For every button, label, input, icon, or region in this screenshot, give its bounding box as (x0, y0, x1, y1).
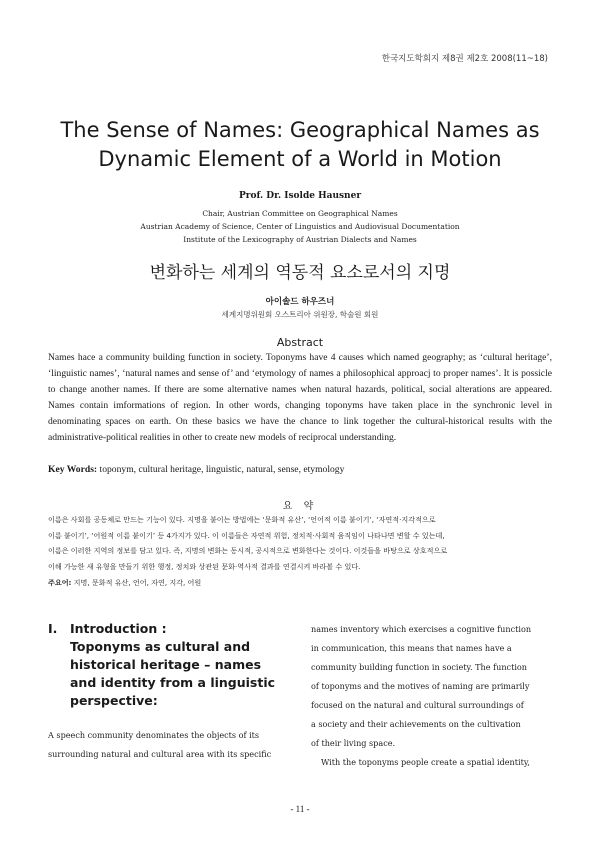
affiliation-line: Institute of the Lexicography of Austrian Dialects and Names (183, 235, 417, 244)
affiliation-line: Austrian Academy of Science, Center of Linguistics and Audiovisual Documentation (140, 222, 460, 231)
korean-abstract-line: 이름 붙이기’, ‘어원적 이름 붙이기’ 등 4가지가 있다. 이 이름들은 자연적 위험, 정치적·사회적 움직임이 나타나면 변할 수 있는데, (48, 530, 445, 540)
journal-header: 한국지도학회지 제8권 제2호 2008(11~18) (381, 54, 548, 64)
page-number: - 11 - (290, 804, 310, 814)
body-line: community building function in society. The function (311, 662, 527, 672)
keywords (48, 462, 552, 478)
abstract-heading: Abstract (276, 336, 324, 349)
section-heading-line: Introduction : (70, 621, 167, 636)
abstract-body: Names hace a community building function in society. Toponyms have 4 causes which named geography; as ‘cultural heritage’, ‘linguistic names’, ‘natural names and sense of’ and ‘etymology of names a philosophical approacj to proper names’. It is possicle to change another names. If there are some alternative names when natural hazards, political, social alterations are appeared. Names contain imformations of region. In other words, changing toponyms have taken place in the synchronic level in denominating spaces on earth. On these basics we have the chance to link together the cultural-historical results with the administrative-political realities in other to create new models of reciprocal understanding. (48, 352, 552, 443)
next-paragraph (311, 753, 555, 772)
korean-keywords-label: 주요어: (48, 578, 72, 587)
body-line: surrounding natural and cultural area with its specific (48, 749, 272, 759)
korean-abstract-body (48, 512, 552, 574)
body-line: in communication, this means that names have a (311, 643, 512, 653)
body-line: of toponyms and the motives of naming are primarily (311, 681, 530, 691)
korean-keywords (48, 575, 552, 591)
affiliation-line: Chair, Austrian Committee on Geographical Names (202, 209, 398, 218)
body-line: a society and their achievements on the cultivation (311, 719, 521, 729)
section-heading-line: Toponyms as cultural and (70, 639, 251, 654)
body-line: A speech community denominates the objects of its (48, 730, 260, 740)
intro-paragraph-continued (311, 620, 555, 753)
author-affiliations (0, 207, 600, 246)
korean-abstract-heading: 요 약 (282, 501, 318, 512)
author-name: Prof. Dr. Isolde Hausner (238, 191, 362, 201)
left-column (48, 620, 294, 764)
title-line-2: Dynamic Element of a World in Motion (98, 147, 502, 171)
title-line-1: The Sense of Names: Geographical Names as (60, 118, 540, 142)
keywords-label: Key Words: (48, 464, 98, 475)
right-column (311, 620, 555, 772)
keywords-text: toponym, cultural heritage, linguistic, natural, sense, etymology (99, 464, 345, 475)
korean-author-name: 아이솔드 하우즈너 (265, 297, 335, 307)
korean-abstract-line: 이해 가능한 새 유형을 만들기 위한 행정, 정치와 상관된 문화·역사적 결과를 연결시켜 바라볼 수 있다. (48, 561, 361, 571)
intro-paragraph-start (48, 726, 294, 764)
section-heading-line: perspective: (70, 693, 158, 708)
korean-abstract-line: 이름은 사회를 공동체로 만드는 기능이 있다. 지명을 붙이는 방법에는 ‘문화적 유산’, ‘언어적 이름 붙이기’, ‘자연적·지각적으로 (48, 515, 436, 524)
body-line: names inventory which exercises a cognitive function (311, 624, 532, 634)
section-heading (48, 620, 294, 710)
korean-author-affiliation: 세계지명위원회 오스트리아 위원장, 학술원 회원 (221, 310, 379, 319)
body-line: focused on the natural and cultural surroundings of (311, 700, 524, 710)
korean-title: 변화하는 세계의 역동적 요소로서의 지명 (149, 263, 451, 283)
body-line: of their living space. (311, 738, 396, 748)
section-heading-line: historical heritage – names (70, 657, 262, 672)
paper-title (40, 116, 560, 174)
section-number: I. (48, 621, 58, 636)
section-heading-line: and identity from a linguistic (70, 675, 276, 690)
body-line: With the toponyms people create a spatial identity, (321, 757, 530, 767)
korean-abstract-line: 이름은 이러한 지역의 정보를 담고 있다. 즉, 지명의 변화는 동시적, 공시적으로 변화한다는 것이다. 이것들을 바탕으로 상호적으로 (48, 546, 448, 555)
korean-keywords-text: 지명, 문화적 유산, 언어, 자연, 지각, 어원 (73, 578, 202, 587)
